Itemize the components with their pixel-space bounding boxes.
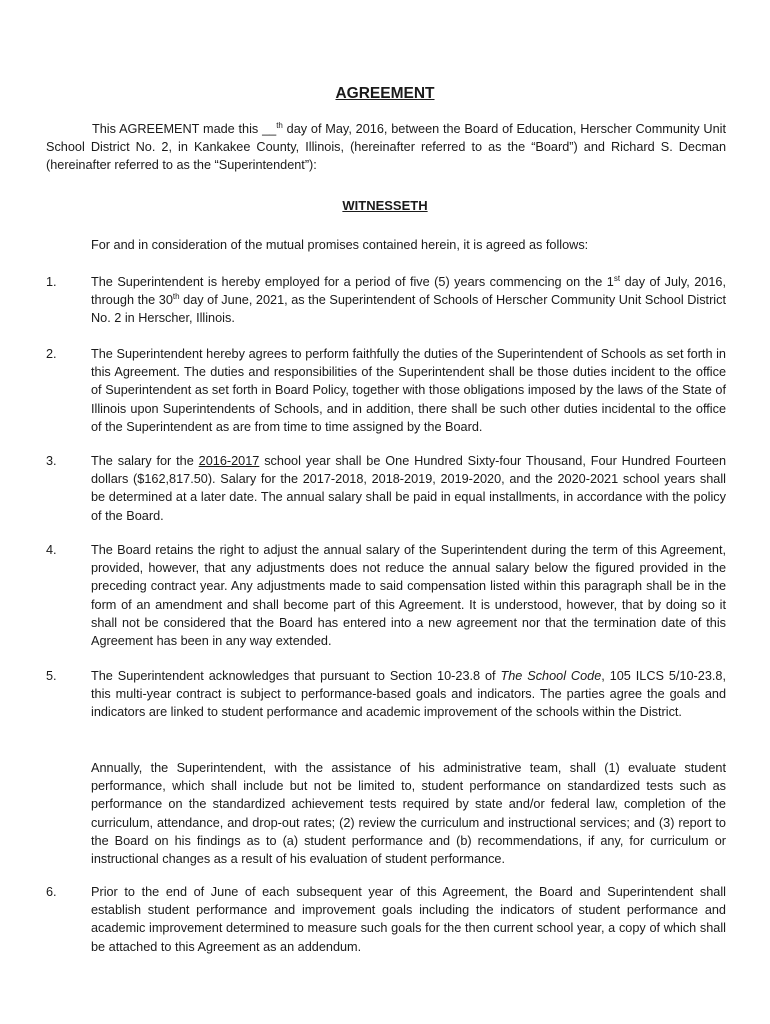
item-paragraph-4: The Board retains the right to adjust the annual salary of the Superintendent during the term of this Agreement, provided, however, that any adjustments does not reduce the annual salary below the figured provided in the preceding contract year. Any adjustments made to said compensation listed within this paragraph shall be in the form of an amendment and shall become part of this Agreement. It is understood, however, that by doing so it shall not be considered that the Board has entered into a new agreement nor that the termination date of this Agreement has been in any way extended. <box>91 543 726 649</box>
item-paragraph-3 <box>91 452 726 525</box>
item-paragraph-5 <box>91 667 726 722</box>
intro-paragraph <box>46 120 726 175</box>
item-5-italic-title: The School Code <box>500 669 602 683</box>
item-number-3: 3. <box>46 454 57 468</box>
item-paragraph-5b: Annually, the Superintendent, with the assistance of his administrative team, shall (1) evaluate student performance, which shall include but not be limited to, student performance on standardized tests such as performance on the standardized achievement tests required by state and/or federal law, completion of the curriculum, attendance, and drop-out rates; (2) review the curriculum and instructional services; and (3) report to the Board on his findings as to (a) student performance and (b) recommendations, if any, for curriculum or instructional changes as a result of his evaluation of student performance. <box>91 761 726 867</box>
item-paragraph-2: The Superintendent hereby agrees to perform faithfully the duties of the Superintendent of Schools as set forth in this Agreement. The duties and responsibilities of the Superintendent shall be those duties incident to the office of Superintendent as set forth in Board Policy, together with those obligations imposed by the laws of the State of Illinois upon Superintendents of Schools, and in addition, there shall be such other duties incidental to the office of the Superintendent as are from time to time assigned by the Board. <box>91 347 726 434</box>
item-1-text-1: The Superintendent is hereby employed for a period of five (5) years commencing on the 1 <box>91 275 614 289</box>
item-3-text-1: The salary for the <box>91 454 199 468</box>
item-number-5: 5. <box>46 669 57 683</box>
intro-text-2: day of May, 2016, between the Board of Education, Herscher Community Unit School District No. 2, in Kankakee County, Illinois, (hereinafter referred to as the “Board”) and Richard S. Decman (hereinafter referred to as the “Superintendent”): <box>46 122 726 173</box>
item-1-text-2: day of July, 2016, through the 30 <box>91 275 726 308</box>
item-5-text-2: , 105 ILCS 5/10-23.8, this multi-year contract is subject to performance-based goals and indicators. The parties agree the goals and indicators are linked to student performance and academic improvement of the schools within the District. <box>91 669 726 720</box>
item-number-4: 4. <box>46 543 57 557</box>
item-paragraph-6: Prior to the end of June of each subsequent year of this Agreement, the Board and Superintendent shall establish student performance and improvement goals including the indicators of student performance and academic improvement determined to measure such goals for the then current school year, a copy of which shall be attached to this Agreement as an addendum. <box>91 885 726 954</box>
consideration-paragraph: For and in consideration of the mutual promises contained herein, it is agreed as follows: <box>91 238 589 252</box>
item-1-superscript-1: st <box>613 274 621 283</box>
intro-superscript: th <box>276 121 283 130</box>
section-heading: WITNESSETH <box>342 198 428 213</box>
document-title: AGREEMENT <box>335 85 435 102</box>
item-1-text-3: day of June, 2021, as the Superintendent of Schools of Herscher Community Unit School District No. 2 in Herscher, Illinois. <box>91 293 726 326</box>
item-number-6: 6. <box>46 885 57 899</box>
item-3-underlined-year: 2016-2017 <box>198 454 260 468</box>
item-5-text-1: The Superintendent acknowledges that pursuant to Section 10-23.8 of <box>91 669 501 683</box>
item-number-2: 2. <box>46 347 57 361</box>
item-number-1: 1. <box>46 275 57 289</box>
item-3-text-2: school year shall be One Hundred Sixty-four Thousand, Four Hundred Fourteen dollars ($162,817.50). Salary for the 2017-2018, 2018-2019, 2019-2020, and the 2020-2021 school years shall be determined at a later date. The annual salary shall be paid in equal installments, in accordance with the policy of the Board. <box>91 454 727 523</box>
intro-text-1: This AGREEMENT made this __ <box>92 122 277 136</box>
item-1-superscript-2: th <box>172 292 180 302</box>
item-paragraph-1 <box>91 273 726 328</box>
